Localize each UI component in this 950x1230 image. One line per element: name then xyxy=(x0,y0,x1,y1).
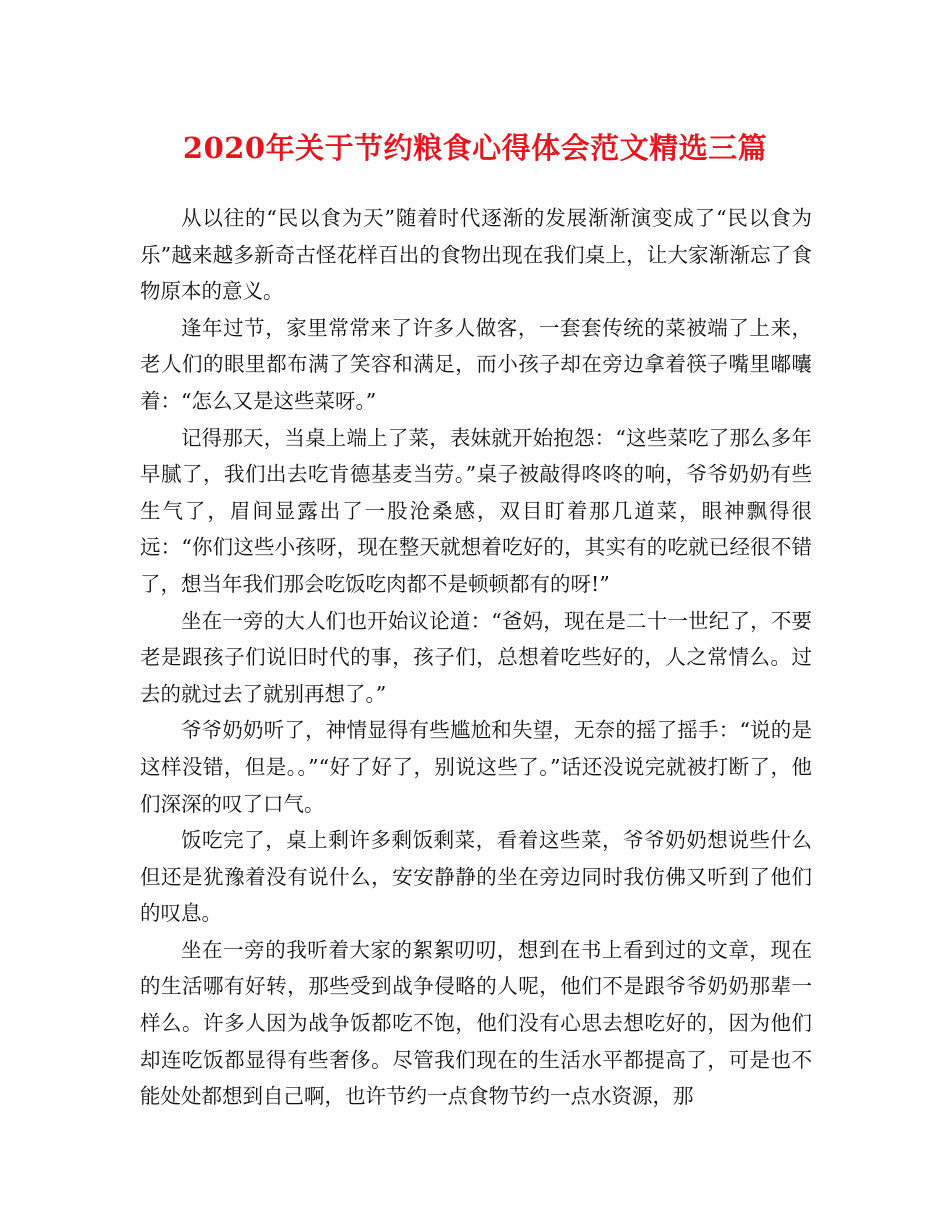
paragraph: 从以往的“民以食为天”随着时代逐渐的发展渐渐演变成了“民以食为乐”越来越多新奇古怪花样百出的食物出现在我们桌上，让大家渐渐忘了食物原本的意义。 xyxy=(140,206,812,304)
paragraph: 记得那天，当桌上端上了菜，表妹就开始抱怨：“这些菜吃了那么多年早腻了，我们出去吃肯德基麦当劳。”桌子被敲得咚咚的响，爷爷奶奶有些生气了，眉间显露出了一股沧桑感，双目盯着那几道菜，眼神飘得很远：“你们这些小孩呀，现在整天就想着吃好的，其实有的吃就已经很不错了，想当年我们那会吃饭吃肉都不是顿顿都有的呀!” xyxy=(140,425,812,596)
paragraph: 逢年过节，家里常常来了许多人做客，一套套传统的菜被端了上来，老人们的眼里都布满了笑容和满足，而小孩子却在旁边拿着筷子嘴里嘟囔着：“怎么又是这些菜呀。” xyxy=(140,315,812,413)
paragraph: 坐在一旁的我听着大家的絮絮叨叨，想到在书上看到过的文章，现在的生活哪有好转，那些受到战争侵略的人呢，他们不是跟爷爷奶奶那辈一样么。许多人因为战争饭都吃不饱，他们没有心思去想吃好的，因为他们却连吃饭都显得有些奢侈。尽管我们现在的生活水平都提高了，可是也不能处处都想到自己啊，也许节约一点食物节约一点水资源，那 xyxy=(140,937,812,1109)
paragraph: 坐在一旁的大人们也开始议论道：“爸妈，现在是二十一世纪了，不要老是跟孩子们说旧时代的事，孩子们，总想着吃些好的，人之常情么。过去的就过去了就别再想了。” xyxy=(140,608,812,706)
document-title: 2020年关于节约粮食心得体会范文精选三篇 xyxy=(182,131,768,165)
paragraph: 爷爷奶奶听了，神情显得有些尴尬和失望，无奈的摇了摇手：“说的是这样没错，但是。。”“好了好了，别说这些了。”话还没说完就被打断了，他们深深的叹了口气。 xyxy=(140,718,812,816)
paragraph: 饭吃完了，桌上剩许多剩饭剩菜，看着这些菜，爷爷奶奶想说些什么但还是犹豫着没有说什么，安安静静的坐在旁边同时我仿佛又听到了他们的叹息。 xyxy=(140,828,812,926)
document-body xyxy=(140,200,812,1115)
